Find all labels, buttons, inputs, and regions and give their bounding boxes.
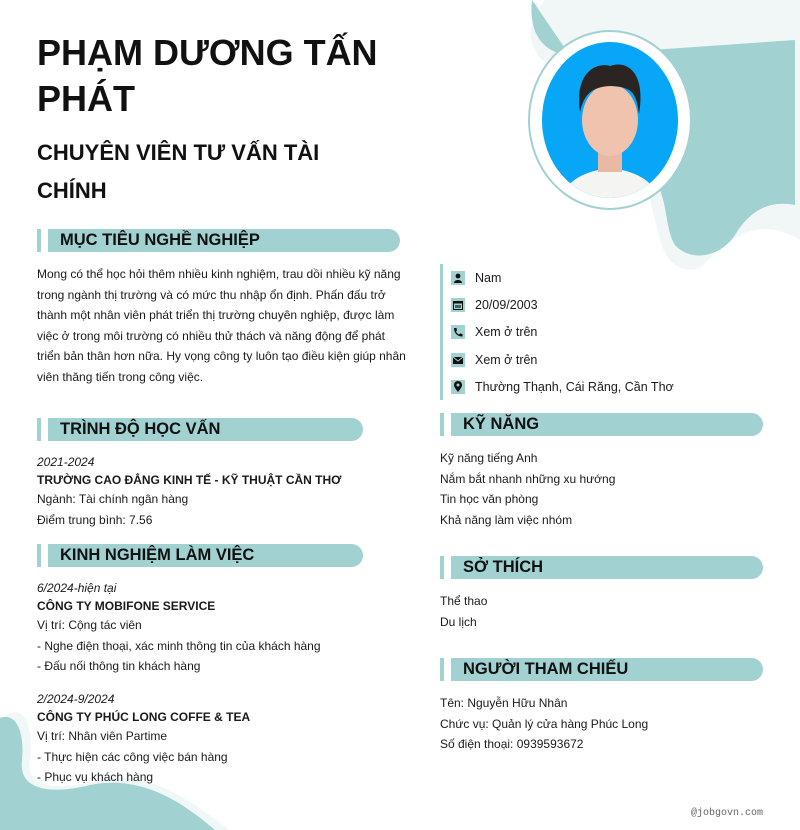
skill-item: Khả năng làm việc nhóm bbox=[440, 512, 573, 527]
skill-item: Nắm bắt nhanh những xu hướng bbox=[440, 471, 616, 486]
section-title: SỞ THÍCH bbox=[463, 558, 544, 576]
section-title: KINH NGHIỆM LÀM VIỆC bbox=[60, 546, 255, 564]
education-entry bbox=[37, 453, 417, 530]
section-header-objective bbox=[37, 229, 400, 252]
job-period: 6/2024-hiện tại bbox=[37, 581, 117, 595]
reference-position: Chức vụ: Quản lý cửa hàng Phúc Long bbox=[440, 716, 649, 731]
hobbies-list bbox=[440, 591, 487, 632]
mail-icon bbox=[451, 353, 465, 367]
gpa: Điểm trung bình: 7.56 bbox=[37, 512, 153, 527]
section-header-skills bbox=[440, 413, 763, 436]
objective-text: Mong có thể học hỏi thêm nhiều kinh nghiệm, trau dồi nhiều kỹ năng trong ngành thị trường và có mức thu nhập ổn định. Phấn đấu trở thành một nhân viên phát triển thị trường chuyên nghiệp, được làm việc ở trong môi trường có nhiều thử thách và năng động để phát triển bản thân hơn nữa. Hy vọng công ty luôn tạo điều kiện giúp nhân viên thăng tiến trong công việc. bbox=[37, 267, 406, 384]
personal-info-list bbox=[440, 264, 674, 400]
section-title: KỸ NĂNG bbox=[463, 415, 540, 433]
section-header-experience bbox=[37, 544, 363, 567]
person-portrait-icon bbox=[542, 42, 678, 198]
section-title: TRÌNH ĐỘ HỌC VẤN bbox=[60, 420, 221, 438]
info-email: Xem ở trên bbox=[451, 346, 674, 373]
job-task: - Phục vụ khách hàng bbox=[37, 770, 154, 785]
company-name: CÔNG TY PHÚC LONG COFFE & TEA bbox=[37, 710, 251, 724]
reference-list bbox=[440, 693, 648, 755]
job-title: CHUYÊN VIÊN TƯ VẤN TÀI CHÍNH bbox=[37, 140, 320, 203]
candidate-name: PHẠM DƯƠNG TẤN PHÁT bbox=[37, 32, 378, 119]
user-icon bbox=[451, 271, 465, 285]
job-task: - Nghe điện thoại, xác minh thông tin của khách hàng bbox=[37, 638, 321, 653]
job-position: Vị trí: Nhân viên Partime bbox=[37, 729, 168, 743]
watermark: @jobgovn.com bbox=[690, 808, 763, 819]
location-icon bbox=[451, 380, 465, 394]
job-entry bbox=[37, 690, 417, 788]
calendar-icon bbox=[451, 298, 465, 312]
job-period: 2/2024-9/2024 bbox=[37, 692, 115, 706]
job-position: Vị trí: Cộng tác viên bbox=[37, 618, 142, 632]
job-entry bbox=[37, 579, 417, 677]
skill-item: Kỹ năng tiếng Anh bbox=[440, 451, 538, 465]
section-header-hobbies bbox=[440, 556, 763, 579]
company-name: CÔNG TY MOBIFONE SERVICE bbox=[37, 599, 216, 613]
skills-list bbox=[440, 448, 615, 530]
section-title: NGƯỜI THAM CHIẾU bbox=[463, 660, 629, 678]
school-name: TRƯỜNG CAO ĐẲNG KINH TẾ - KỸ THUẬT CẦN THƠ bbox=[37, 473, 342, 487]
section-header-reference bbox=[440, 658, 763, 681]
phone-icon bbox=[451, 325, 465, 339]
major: Ngành: Tài chính ngân hàng bbox=[37, 492, 189, 506]
reference-phone: Số điện thoại: 0939593672 bbox=[440, 737, 584, 752]
info-birthdate: 20/09/2003 bbox=[451, 291, 674, 318]
hobby-item: Thể thao bbox=[440, 594, 488, 608]
skill-item: Tin học văn phòng bbox=[440, 492, 539, 507]
job-task: - Thực hiện các công việc bán hàng bbox=[37, 749, 228, 764]
education-period: 2021-2024 bbox=[37, 455, 95, 469]
section-header-education bbox=[37, 418, 363, 441]
section-title: MỤC TIÊU NGHỀ NGHIỆP bbox=[60, 231, 260, 249]
info-address: Thường Thạnh, Cái Răng, Cần Thơ bbox=[451, 373, 674, 400]
info-phone: Xem ở trên bbox=[451, 319, 674, 346]
info-gender: Nam bbox=[451, 264, 674, 291]
reference-name: Tên: Nguyễn Hữu Nhân bbox=[440, 696, 568, 710]
profile-photo bbox=[528, 30, 692, 210]
avatar bbox=[542, 42, 678, 198]
job-task: - Đấu nối thông tin khách hàng bbox=[37, 659, 201, 674]
hobby-item: Du lịch bbox=[440, 614, 477, 629]
